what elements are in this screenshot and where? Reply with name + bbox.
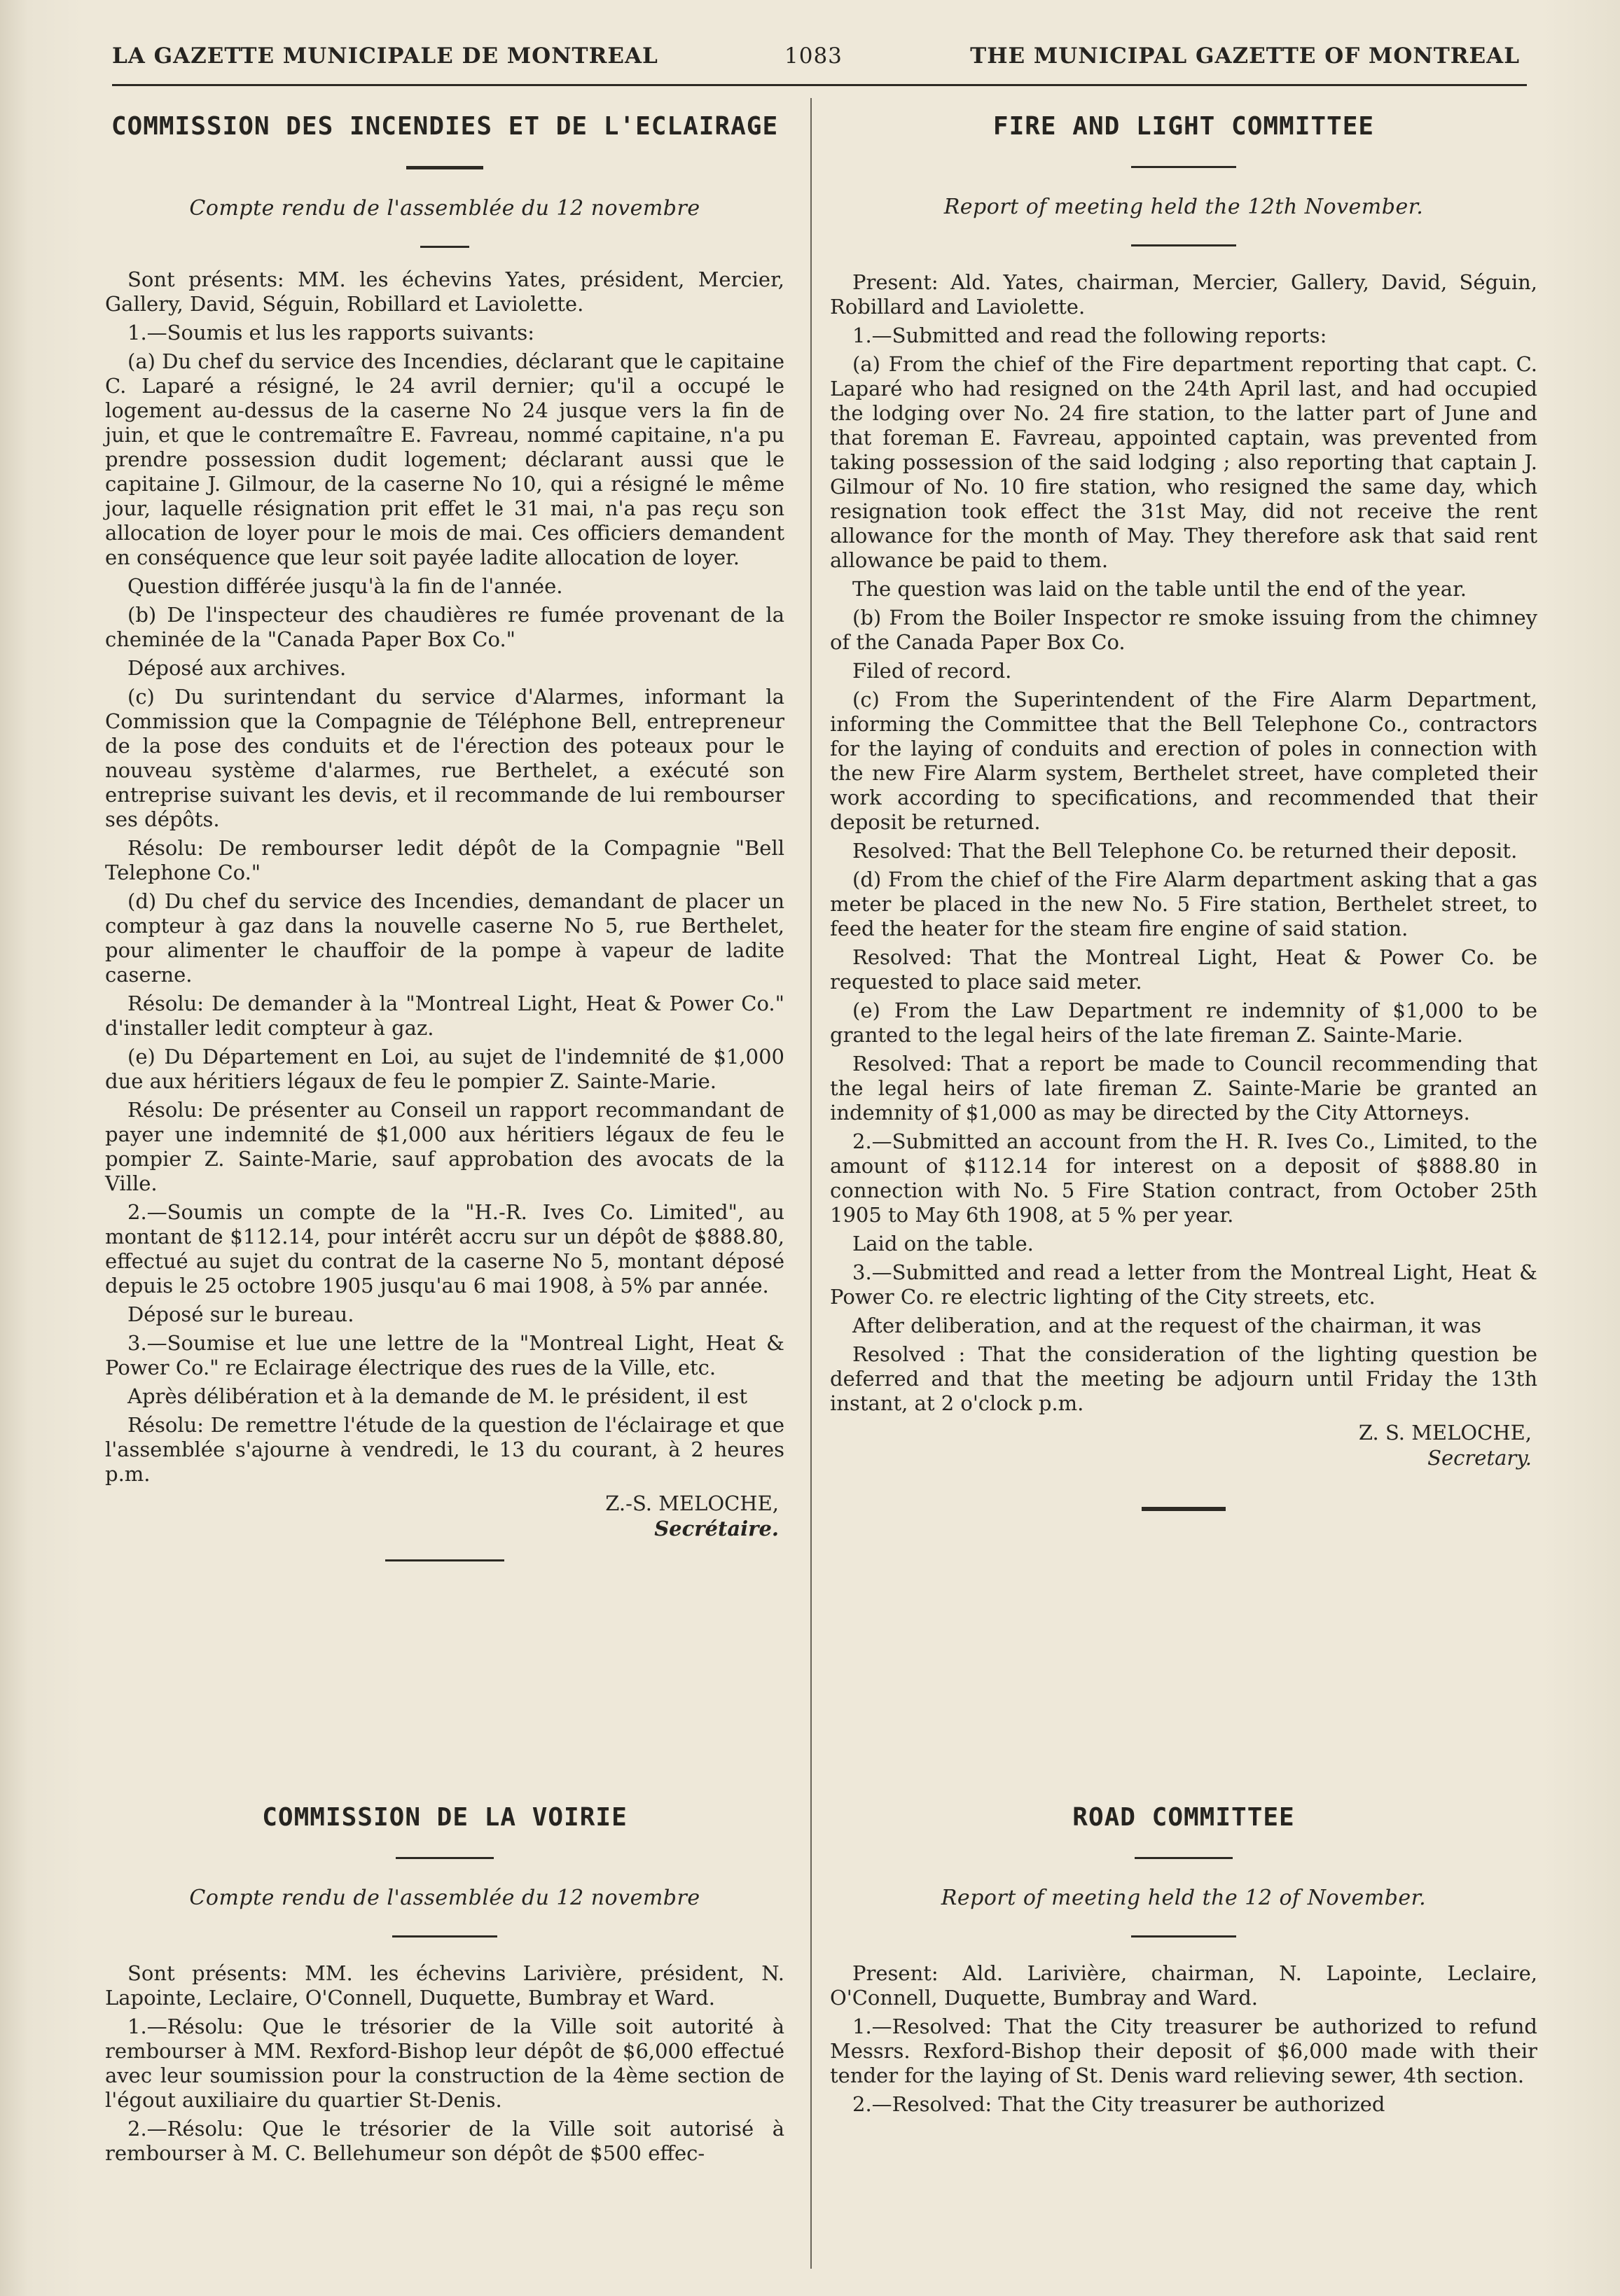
section-title: ROAD COMMITTEE: [1072, 1803, 1295, 1832]
paragraph: Laid on the table.: [852, 1232, 1034, 1255]
paragraph: (e) From the Law Department re indemnity of $1,000 to be granted to the legal heirs of the late fireman Z. Sainte-Marie.: [830, 999, 1537, 1047]
paragraph: 2.—Résolu: Que le trésorier de la Ville soit autorisé à rembourser à M. C. Bellehumeur son dépôt de $500 effec-: [105, 2117, 784, 2165]
section-title: COMMISSION DES INCENDIES ET DE L'ECLAIRAGE: [111, 112, 779, 141]
section-end-rule: [385, 1559, 504, 1561]
paragraph: (c) Du surintendant du service d'Alarmes, informant la Commission que la Compagnie de Téléphone Bell, entrepreneur de la pose des conduits et de l'érection des poteaux pour le nouveau système d'alarmes, rue Berthelet, a exécuté son entreprise suivant les devis, et il recommande de lui rembourser ses dépôts.: [105, 685, 784, 831]
paragraph: The question was laid on the table until the end of the year.: [852, 577, 1467, 601]
paragraph: (b) De l'inspecteur des chaudières re fumée provenant de la cheminée de la "Canada Paper Box Co.": [105, 603, 784, 651]
signature-block: [105, 1491, 784, 1541]
header-french-title: LA GAZETTE MUNICIPALE DE MONTREAL: [112, 43, 658, 69]
paragraph: 2.—Resolved: That the City treasurer be authorized: [852, 2092, 1385, 2116]
section-end-rule: [1142, 1507, 1226, 1511]
subtitle-rule: [420, 246, 469, 248]
road-committee-en: [830, 1803, 1537, 2121]
paragraph: Filed of record.: [852, 659, 1012, 683]
section-body: [105, 1961, 784, 2166]
paragraph: Après délibération et à la demande de M. le président, il est: [127, 1384, 747, 1408]
title-rule: [1135, 1857, 1233, 1859]
paragraph: (a) From the chief of the Fire department reporting that capt. C. Laparé who had resigned on the 24th April last, and had occupied the lodging over No. 24 fire station, to the latter part of June and that foreman E. Favreau, appointed captain, was prevented from taking possession of the said lodging ; also reporting that captain J. Gilmour of No. 10 fire station, who resigned the same day, which resignation took effect the 31st May, did not receive the rent allowance for the month of May. They therefore ask that said rent allowance be paid to them.: [830, 352, 1537, 572]
page-number: 1083: [784, 43, 843, 69]
paragraph: Present: Ald. Larivière, chairman, N. Lapointe, Leclaire, O'Connell, Duquette, Bumbray and Ward.: [830, 1961, 1537, 2010]
section-title: FIRE AND LIGHT COMMITTEE: [992, 112, 1375, 141]
paragraph: Resolved: That the Montreal Light, Heat & Power Co. be requested to place said meter.: [830, 945, 1537, 994]
section-body: [830, 1961, 1537, 2117]
paragraph: 3.—Soumise et lue une lettre de la "Montreal Light, Heat & Power Co." re Eclairage électrique des rues de la Ville, etc.: [105, 1331, 784, 1379]
section-subtitle: Report of meeting held the 12 of November.: [941, 1886, 1427, 1910]
paragraph: Résolu: De demander à la "Montreal Light, Heat & Power Co." d'installer ledit compteur à gaz.: [105, 992, 784, 1040]
signature-name: Z.-S. MELOCHE,: [605, 1491, 779, 1515]
paragraph: (c) From the Superintendent of the Fire Alarm Department, informing the Committee that the Bell Telephone Co., contractors for the laying of conduits and erection of poles in connection with the new Fire Alarm system, Berthelet street, have completed their work according to specifications, and recommended that their deposit be returned.: [830, 688, 1537, 834]
section-subtitle: Compte rendu de l'assemblée du 12 novembre: [189, 1886, 700, 1910]
header-english-title: THE MUNICIPAL GAZETTE OF MONTREAL: [970, 43, 1520, 69]
title-rule: [406, 166, 483, 169]
paragraph: Present: Ald. Yates, chairman, Mercier, Gallery, David, Séguin, Robillard and Laviolette.: [830, 270, 1537, 319]
paragraph: 1.—Résolu: Que le trésorier de la Ville soit autorité à rembourser à MM. Rexford-Bishop leur dépôt de $6,000 effectué avec leur soumission pour la construction de la 4ème section de l'égout auxiliaire du quartier St-Denis.: [105, 2015, 784, 2112]
paragraph: 2.—Soumis un compte de la "H.-R. Ives Co. Limited", au montant de $112.14, pour intérêt accru sur un dépôt de $888.80, effectué au sujet du contrat de la caserne No 5, montant déposé depuis le 25 octobre 1905 jusqu'au 6 mai 1908, à 5% par année.: [105, 1200, 784, 1297]
paragraph: Resolved: That the Bell Telephone Co. be returned their deposit.: [852, 839, 1518, 863]
subtitle-rule: [1131, 244, 1236, 246]
paragraph: 1.—Resolved: That the City treasurer be authorized to refund Messrs. Rexford-Bishop their deposit of $6,000 made with their tender for the laying of St. Denis ward relieving sewer, 4th section.: [830, 2015, 1537, 2087]
signature-name: Z. S. MELOCHE,: [1358, 1421, 1532, 1445]
paragraph: (e) Du Département en Loi, au sujet de l'indemnité de $1,000 due aux héritiers légaux de feu le pompier Z. Sainte-Marie.: [105, 1045, 784, 1093]
paragraph: (d) Du chef du service des Incendies, demandant de placer un compteur à gaz dans la nouvelle caserne No 5, rue Berthelet, pour alimenter le chauffoir de la pompe à vapeur de ladite caserne.: [105, 889, 784, 987]
section-title: COMMISSION DE LA VOIRIE: [262, 1803, 628, 1832]
road-commission-fr: [105, 1803, 784, 2170]
title-rule: [1131, 166, 1236, 168]
header-rule: [112, 84, 1527, 86]
paragraph: Sont présents: MM. les échevins Larivière, président, N. Lapointe, Leclaire, O'Connell, Duquette, Bumbray et Ward.: [105, 1961, 784, 2010]
fire-commission-fr: [105, 112, 784, 1561]
column-divider: [810, 98, 812, 2269]
subtitle-rule: [1131, 1935, 1236, 1937]
paragraph: Resolved: That a report be made to Council recommending that the legal heirs of late fireman Z. Sainte-Marie be granted an indemnity of $1,000 as may be directed by the City Attorneys.: [830, 1052, 1537, 1125]
subtitle-rule: [392, 1935, 497, 1937]
section-body: [105, 267, 784, 1487]
paragraph: Déposé sur le bureau.: [127, 1302, 354, 1326]
section-subtitle: Report of meeting held the 12th November.: [943, 195, 1424, 219]
section-subtitle: Compte rendu de l'assemblée du 12 novembre: [189, 196, 700, 221]
paragraph: Résolu: De rembourser ledit dépôt de la Compagnie "Bell Telephone Co.": [105, 836, 784, 884]
signature-block: [830, 1420, 1537, 1470]
paragraph: Question différée jusqu'à la fin de l'année.: [127, 574, 563, 598]
paragraph: Resolved : That the consideration of the lighting question be deferred and that the meeting be adjourn until Friday the 13th instant, at 2 o'clock p.m.: [830, 1342, 1537, 1415]
paragraph: Déposé aux archives.: [127, 656, 347, 680]
paragraph: (b) From the Boiler Inspector re smoke issuing from the chimney of the Canada Paper Box Co.: [830, 606, 1537, 654]
paragraph: (a) Du chef du service des Incendies, déclarant que le capitaine C. Laparé a résigné, le 24 avril dernier; qu'il a occupé le logement au-dessus de la caserne No 24 jusque vers la fin de juin, et que le contremaître E. Favreau, nommé capitaine, n'a pu prendre possession dudit logement; déclarant aussi que le capitaine J. Gilmour, de la caserne No 10, qui a résigné le même jour, laquelle résignation prit effet le 31 mai, n'a pas reçu son allocation de loyer pour le mois de mai. Ces officiers demandent en conséquence que leur soit payée ladite allocation de loyer.: [105, 349, 784, 569]
section-body: [830, 270, 1537, 1416]
paragraph: Résolu: De présenter au Conseil un rapport recommandant de payer une indemnité de $1,000 aux héritiers légaux de feu le pompier Z. Sainte-Marie, sauf approbation des avocats de la Ville.: [105, 1098, 784, 1195]
paragraph: Sont présents: MM. les échevins Yates, président, Mercier, Gallery, David, Séguin, Robillard et Laviolette.: [105, 267, 784, 316]
fire-committee-en: [830, 112, 1537, 1511]
paragraph: 1.—Submitted and read the following reports:: [852, 323, 1327, 347]
paragraph: 2.—Submitted an account from the H. R. Ives Co., Limited, to the amount of $112.14 for interest on a deposit of $888.80 in connection with No. 5 Fire Station contract, from October 25th 1905 to May 6th 1908, at 5 % per year.: [830, 1129, 1537, 1227]
page-header: [112, 43, 1520, 78]
title-rule: [396, 1857, 494, 1859]
paragraph: 3.—Submitted and read a letter from the Montreal Light, Heat & Power Co. re electric lighting of the City streets, etc.: [830, 1260, 1537, 1309]
signature-title: Secretary.: [1427, 1446, 1532, 1470]
paragraph: (d) From the chief of the Fire Alarm department asking that a gas meter be placed in the new No. 5 Fire station, Berthelet street, to feed the heater for the steam fire engine of said station.: [830, 868, 1537, 940]
paragraph: 1.—Soumis et lus les rapports suivants:: [127, 321, 535, 345]
paragraph: After deliberation, and at the request of the chairman, it was: [852, 1314, 1482, 1337]
signature-title: Secrétaire.: [654, 1517, 779, 1540]
paragraph: Résolu: De remettre l'étude de la question de l'éclairage et que l'assemblée s'ajourne à vendredi, le 13 du courant, à 2 heures p.m.: [105, 1413, 784, 1486]
